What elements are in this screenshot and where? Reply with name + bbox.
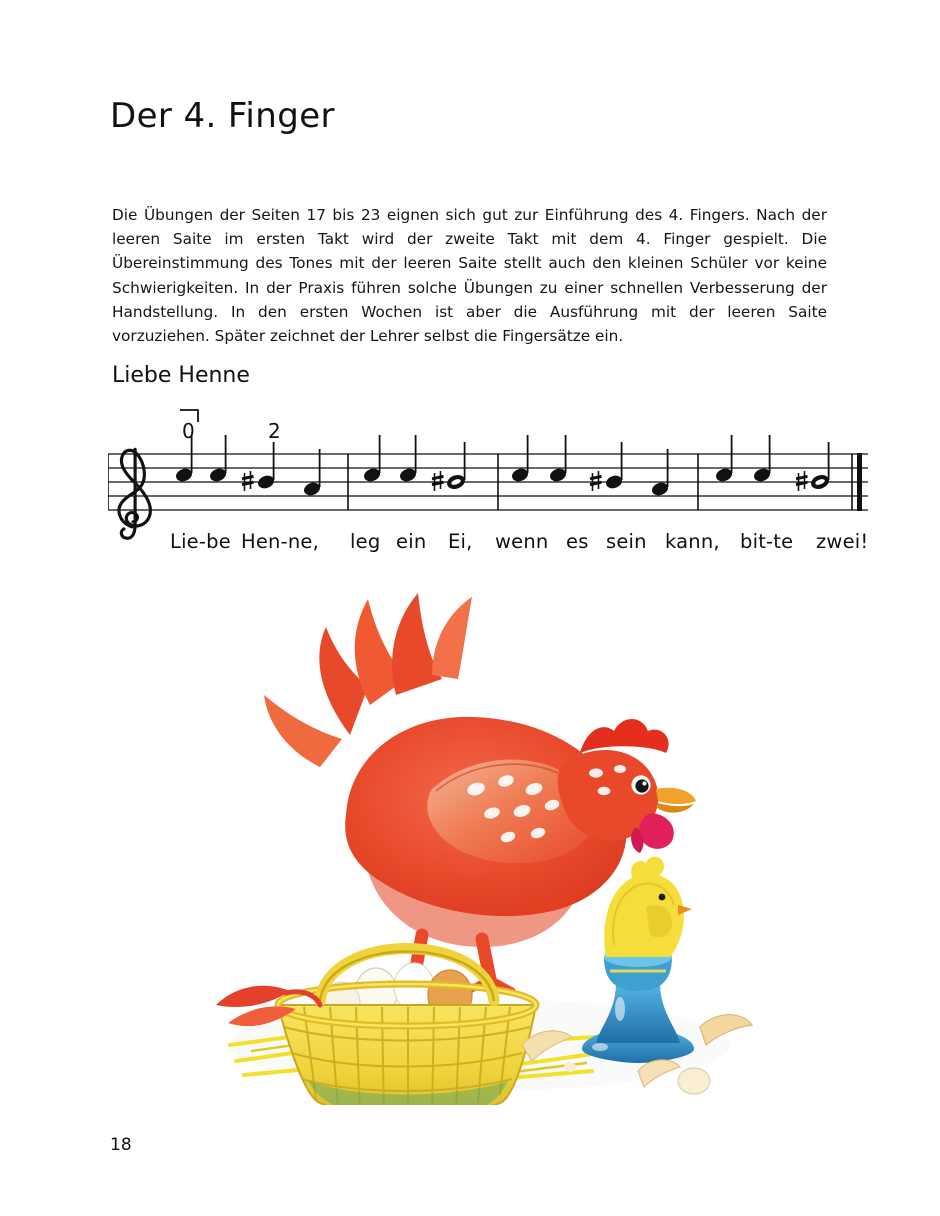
lyric-syllable: kann, — [665, 530, 720, 553]
fingering-0: 0 — [182, 419, 195, 443]
lyric-syllable: zwei! — [816, 530, 869, 553]
measure-3 — [510, 435, 670, 497]
piece-title: Liebe Henne — [112, 363, 250, 389]
lyric-syllable: ein — [396, 530, 427, 553]
lyric-syllable: bit-te — [740, 530, 794, 553]
chick-body — [604, 874, 684, 957]
measure-1 — [174, 435, 322, 497]
lyric-syllable: Lie-be — [170, 530, 231, 553]
lyrics-line — [108, 530, 868, 564]
lyric-syllable: Ei, — [448, 530, 473, 553]
hen-wattle — [639, 813, 674, 849]
hen-comb — [580, 719, 669, 753]
lyric-syllable: wenn — [495, 530, 549, 553]
intro-paragraph: Die Übungen der Seiten 17 bis 23 eignen sich gut zur Einführung des 4. Fingers. Nach der leeren Saite im ersten Takt wird der zweite Takt mit dem 4. Finger gespielt. Die Übereinstimmung des Tones mit der leeren Saite stellt auch den kleinen Schüler vor keine Schwierigkeiten. In der Praxis führen solche Übungen zu einer schnellen Verbesserung der Handstellung. In den ersten Wochen ist aber die Ausführung mit der leeren Saite vorzuziehen. Später zeichnet der Lehrer selbst die Fingersätze ein. — [112, 206, 827, 345]
fingering-2: 2 — [268, 419, 281, 443]
measure-2 — [362, 435, 467, 491]
chick-eye — [659, 894, 666, 901]
lyric-syllable: sein — [606, 530, 647, 553]
lyric-syllable: Hen-ne, — [241, 530, 320, 553]
page-title: Der 4. Finger — [110, 95, 335, 136]
hen-beak — [656, 788, 696, 804]
treble-clef-icon — [119, 449, 150, 538]
lyric-syllable: es — [566, 530, 589, 553]
fingering-marks — [180, 410, 281, 443]
staff-lines — [108, 454, 868, 510]
lyric-syllable: leg — [350, 530, 381, 553]
chick-beak — [678, 905, 692, 915]
measure-4 — [714, 435, 831, 491]
hen-illustration — [200, 575, 760, 1105]
page-number: 18 — [110, 1135, 132, 1155]
hen-eye — [631, 775, 650, 794]
